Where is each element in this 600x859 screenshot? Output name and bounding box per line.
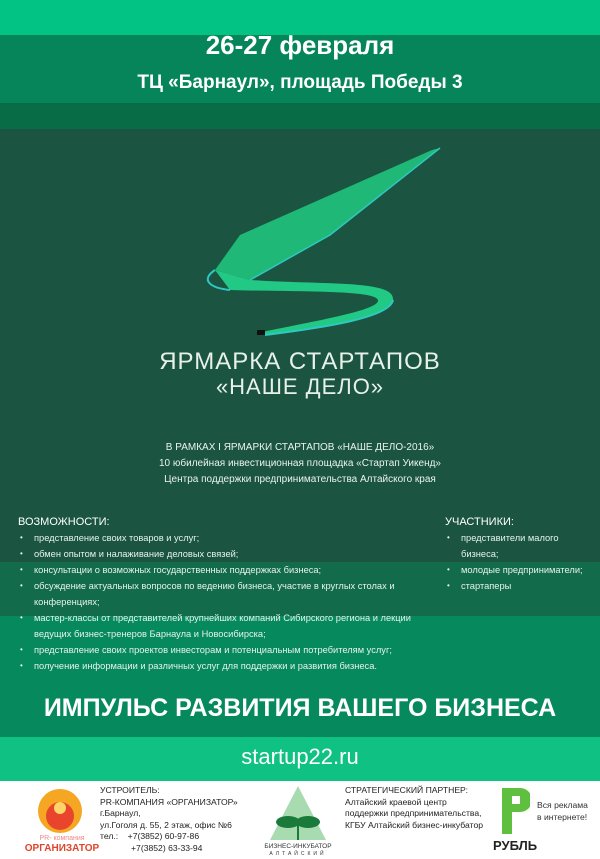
- organizer-logo-icon: [35, 786, 85, 836]
- opportunities-section: [18, 516, 418, 674]
- ribbon-logo-icon: [0, 140, 600, 350]
- intro-line: Центра поддержки предпринимательства Алтайского края: [164, 474, 436, 485]
- participants-title: УЧАСТНИКИ:: [445, 516, 514, 528]
- organizer-line: г.Барнаул,: [100, 808, 141, 818]
- partner-line: Алтайский краевой центр: [345, 796, 447, 807]
- organizer-line: УСТРОИТЕЛЬ:: [100, 785, 160, 795]
- list-item: • представление своих проектов инвесторам и потенциальным потребителям услуг;: [18, 642, 418, 658]
- list-item: • консультации о возможных государственных поддержках бизнеса;: [18, 562, 418, 578]
- fair-title-line1: ЯРМАРКА СТАРТАПОВ: [159, 348, 441, 375]
- list-item: • обмен опытом и налаживание деловых связей;: [18, 546, 418, 562]
- organizer-line: тел.: +7(3852) 60-97-86: [100, 831, 200, 841]
- list-item: • мастер-классы от представителей крупнейших компаний Сибирского региона и лекции ведущих бизнес-тренеров Барнаула и Новосибирска;: [18, 610, 418, 642]
- event-venue: ТЦ «Барнаул», площадь Победы 3: [137, 72, 463, 93]
- intro-line: В РАМКАХ I ЯРМАРКИ СТАРТАПОВ «НАШЕ ДЕЛО-2016»: [165, 442, 435, 453]
- event-date: 26-27 февраля: [205, 30, 395, 60]
- list-item: • молодые предприниматели;: [445, 562, 595, 578]
- incubator-logo-icon: [268, 784, 328, 844]
- list-item: • получение информации и различных услуг для поддержки и развития бизнеса.: [18, 658, 418, 674]
- slogan: ИМПУЛЬС РАЗВИТИЯ ВАШЕГО БИЗНЕСА: [43, 694, 557, 722]
- organizer-line: +7(3852) 63-33-94: [100, 842, 203, 853]
- rubl-slogan: [537, 800, 588, 823]
- organizer-info: [100, 785, 238, 854]
- organizer-logo-name: ОРГАНИЗАТОР: [24, 843, 100, 854]
- organizer-line: PR-КОМПАНИЯ «ОРГАНИЗАТОР»: [100, 796, 238, 807]
- organizer-line: ул.Гоголя д. 55, 2 этаж, офис №6: [100, 819, 232, 830]
- list-item: • стартаперы: [445, 578, 595, 594]
- partner-info: [345, 785, 483, 831]
- partner-line: КГБУ Алтайский бизнес-инкубатор: [345, 819, 484, 830]
- rubl-logo-icon: [498, 786, 530, 836]
- participants-section: [445, 516, 595, 594]
- intro-text: [0, 440, 600, 488]
- list-item: • обсуждение актуальных вопросов по ведению бизнеса, участие в круглых столах и конференциях;: [18, 578, 418, 610]
- incubator-logo-name: БИЗНЕС-ИНКУБАТОР: [264, 843, 332, 850]
- fair-title-line2: «НАШЕ ДЕЛО»: [215, 374, 385, 399]
- website-link[interactable]: startup22.ru: [241, 744, 359, 769]
- rubl-logo-text: РУБЛЬ: [493, 838, 538, 853]
- opportunities-title: ВОЗМОЖНОСТИ:: [18, 516, 110, 528]
- rubl-line: в интернете!: [537, 811, 588, 822]
- intro-line: 10 юбилейная инвестиционная площадка «Стартап Уикенд»: [158, 458, 441, 469]
- rubl-line: Вся реклама: [537, 800, 588, 810]
- header-shadow-band: [0, 103, 600, 129]
- partner-line: поддержки предпринимательства,: [345, 808, 482, 818]
- list-item: • представители малого бизнеса;: [445, 530, 595, 562]
- incubator-logo-sub: АЛТАЙСКИЙ: [269, 851, 327, 857]
- partner-line: СТРАТЕГИЧЕСКИЙ ПАРТНЕР:: [345, 785, 468, 795]
- organizer-logo-top: PR- компания: [39, 835, 85, 842]
- list-item: • представление своих товаров и услуг;: [18, 530, 418, 546]
